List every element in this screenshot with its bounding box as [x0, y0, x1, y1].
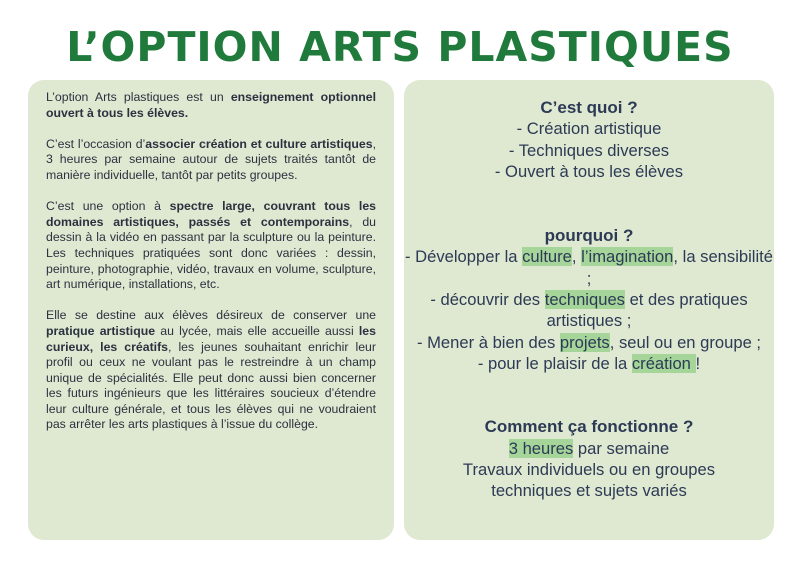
text: - Développer la: [404, 247, 523, 267]
pourquoi-line: [404, 332, 774, 353]
scope-paragraph: [46, 199, 376, 293]
highlight-culture: culture: [522, 247, 572, 267]
highlight-techniques: techniques: [544, 290, 625, 310]
text: !: [695, 353, 701, 373]
quoi-section: [404, 97, 774, 182]
highlight-projets: projets: [559, 332, 610, 352]
text: par semaine: [573, 438, 670, 458]
bold-text: associer création et culture artistiques: [145, 136, 373, 151]
fonctionne-line: techniques et sujets variés: [491, 481, 687, 501]
fonctionne-heading: Comment ça fonctionne ?: [484, 417, 694, 437]
intro-paragraph: [46, 90, 376, 121]
bold-text: pratique artistique: [46, 323, 156, 338]
description-card: [28, 80, 394, 540]
highlight-creation: création: [631, 353, 696, 373]
text: Elle se destine aux élèves désireux de conserver une: [46, 308, 376, 323]
pourquoi-line: [404, 353, 774, 374]
text: , la sensibilité ;: [586, 247, 774, 288]
bold-text: enseignement optionnel ouvert à tous les élèves.: [46, 90, 376, 120]
audience-paragraph: [46, 308, 376, 433]
text: C’est une option à: [46, 199, 170, 214]
quoi-item: - Techniques diverses: [508, 140, 670, 160]
quoi-item: - Ouvert à tous les élèves: [494, 161, 684, 181]
text: ,: [571, 247, 582, 267]
text: , 3 heures par semaine autour de sujets traités tantôt de manière individuelle, tantôt par petits groupes.: [46, 136, 376, 182]
text: et des pratiques artistiques ;: [546, 290, 748, 331]
text: au lycée, mais elle accueille aussi: [155, 323, 359, 338]
pourquoi-line: [404, 289, 774, 332]
quoi-heading: C’est quoi ?: [540, 98, 638, 117]
page-title: L’OPTION ARTS PLASTIQUES: [66, 23, 734, 71]
pourquoi-line: [404, 246, 774, 289]
highlight-3-heures: 3 heures: [508, 438, 574, 458]
pourquoi-section: [404, 225, 774, 374]
text: , seul ou en groupe ;: [609, 332, 762, 352]
fonctionne-section: [404, 416, 774, 501]
quoi-item: - Création artistique: [516, 119, 662, 139]
text: - Mener à bien des: [416, 332, 560, 352]
bold-text: les curieux, les créatifs: [46, 323, 376, 354]
text: C’est l’occasion d’: [46, 136, 146, 151]
text: - découvrir des: [430, 290, 545, 310]
bold-text: spectre large, couvrant tous les domaines artistiques, passés et contemporains: [46, 199, 376, 229]
summary-card: [404, 80, 774, 540]
text: - pour le plaisir de la: [477, 353, 632, 373]
text: L’option Arts plastiques est un: [46, 90, 231, 104]
highlight-imagination: l’imagination: [581, 247, 674, 267]
fonctionne-line: Travaux individuels ou en groupes: [462, 459, 716, 479]
text: , du dessin à la vidéo en passant par la sculpture ou la peinture. Les techniques pratiquées sont donc variées : dessin, peinture, photographie, vidéo, travaux en volume, sculpture, art numérique, installations, etc.: [46, 214, 376, 292]
occasion-paragraph: [46, 137, 376, 184]
text: , les jeunes souhaitant enrichir leur profil ou ceux ne voulant pas le restreindre à un champ unique de spécialités. Elle peut donc aussi bien concerner les futurs ingénieurs que les littéraires soucieux d’étendre leur culture générale, et tous les élèves qui ne voudraient pas arrêter les arts plastiques à l’issue du collège.: [46, 339, 376, 432]
pourquoi-heading: pourquoi ?: [544, 226, 634, 246]
fonctionne-line: [404, 438, 774, 459]
